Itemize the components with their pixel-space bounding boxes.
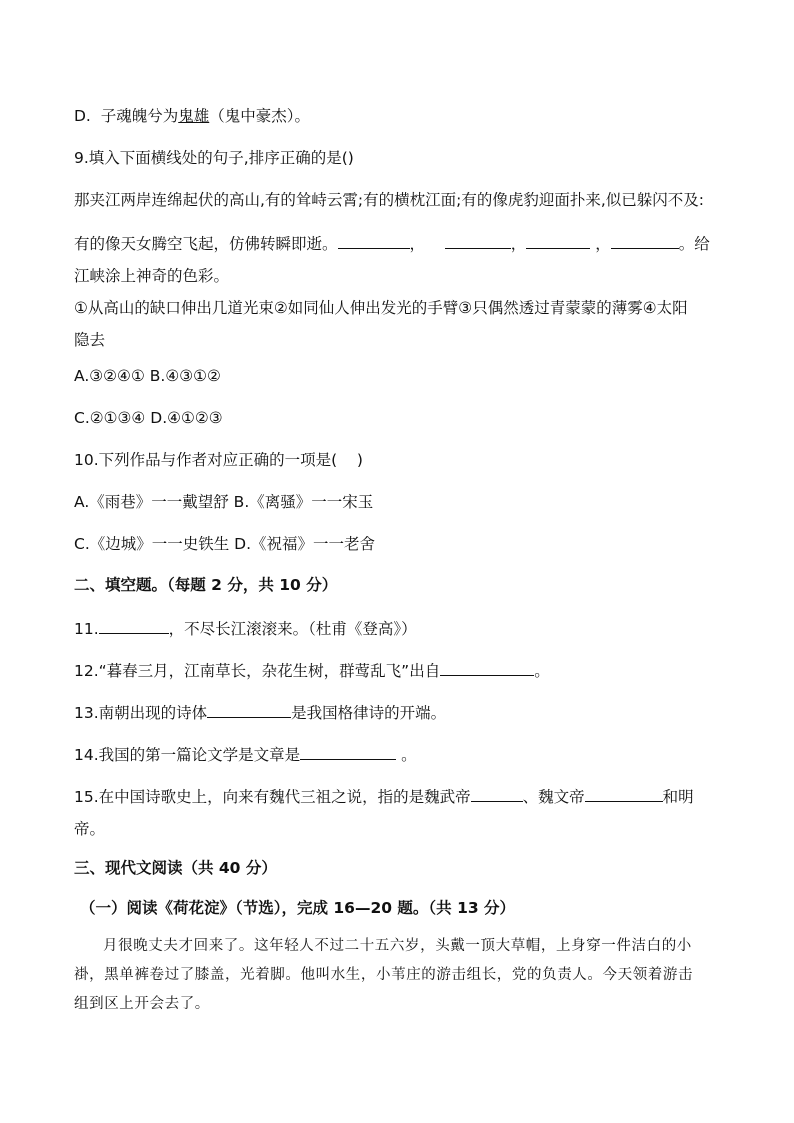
reading-line-1: 月很晚丈夫才回来了。这年轻人不过二十五六岁，头戴一顶大草帽，上身穿一件洁白的小 xyxy=(103,938,692,954)
blank-q15-b[interactable] xyxy=(585,785,663,802)
q15-line2: 帝。 xyxy=(74,820,106,838)
section-2-heading: 二、填空题。（每题 2 分，共 10 分） xyxy=(74,576,338,594)
q9-stem: 9.填入下面横线处的句子,排序正确的是() xyxy=(74,149,354,167)
section-3-heading: 三、现代文阅读（共 40 分） xyxy=(74,859,277,877)
blank-q11[interactable] xyxy=(99,617,169,634)
q15-line1: 15.在中国诗歌史上，向来有魏代三祖之说，指的是魏武帝 、魏文帝 和明 xyxy=(74,785,694,807)
q9-passage-line1: 那夹江两岸连绵起伏的高山,有的耸峙云霄;有的横枕江面;有的像虎豹迎面扑来,似已躲闪不及: xyxy=(74,191,705,209)
q9-options-line2: 隐去 xyxy=(74,331,106,349)
reading-line-3: 组到区上开会去了。 xyxy=(74,996,210,1012)
blank-q13[interactable] xyxy=(207,701,291,718)
q14: 14.我国的第一篇论文学是文章是 。 xyxy=(74,743,417,765)
reading-line-2: 褂，黑单裤卷过了膝盖，光着脚。他叫水生，小苇庄的游击组长，党的负责人。今天领着游击 xyxy=(74,967,694,983)
underlined-term: 鬼雄 xyxy=(178,107,210,125)
blank-q15-a[interactable] xyxy=(471,785,523,802)
q10-choices-cd: C.《边城》一一史铁生 D.《祝福》一一老舍 xyxy=(74,535,376,553)
q11: 11. ，不尽长江滚滚来。（杜甫《登高》） xyxy=(74,617,417,639)
reading-passage xyxy=(74,932,724,1019)
q12: 12.“暮春三月，江南草长，杂花生树，群莺乱飞”出自 。 xyxy=(74,659,550,681)
blank-q12[interactable] xyxy=(440,659,534,676)
q9-choices-ab: A.③②④① B.④③①② xyxy=(74,367,221,385)
blank-3[interactable] xyxy=(526,232,590,249)
q8-option-d: D. 子魂魄兮为鬼雄（鬼中豪杰）。 xyxy=(74,107,310,125)
part-1-heading: （一）阅读《荷花淀》（节选），完成 16—20 题。（共 13 分） xyxy=(80,899,516,917)
blank-q14[interactable] xyxy=(300,743,396,760)
blank-4[interactable] xyxy=(611,232,679,249)
q10-stem: 10.下列作品与作者对应正确的一项是( ) xyxy=(74,451,363,469)
q9-passage-line2: 有的像天女腾空飞起，仿佛转瞬即逝。 ， ， ， 。给 xyxy=(74,232,710,254)
q9-options-line1: ①从高山的缺口伸出几道光束②如同仙人伸出发光的手臂③只偶然透过青蒙蒙的薄雾④太阳 xyxy=(74,299,688,317)
q9-choices-cd: C.②①③④ D.④①②③ xyxy=(74,409,223,427)
q10-choices-ab: A.《雨巷》一一戴望舒 B.《离骚》一一宋玉 xyxy=(74,493,374,511)
q13: 13.南朝出现的诗体 是我国格律诗的开端。 xyxy=(74,701,446,723)
blank-1[interactable] xyxy=(338,232,410,249)
q9-passage-line3: 江峡涂上神奇的色彩。 xyxy=(74,267,230,285)
blank-2[interactable] xyxy=(445,232,511,249)
